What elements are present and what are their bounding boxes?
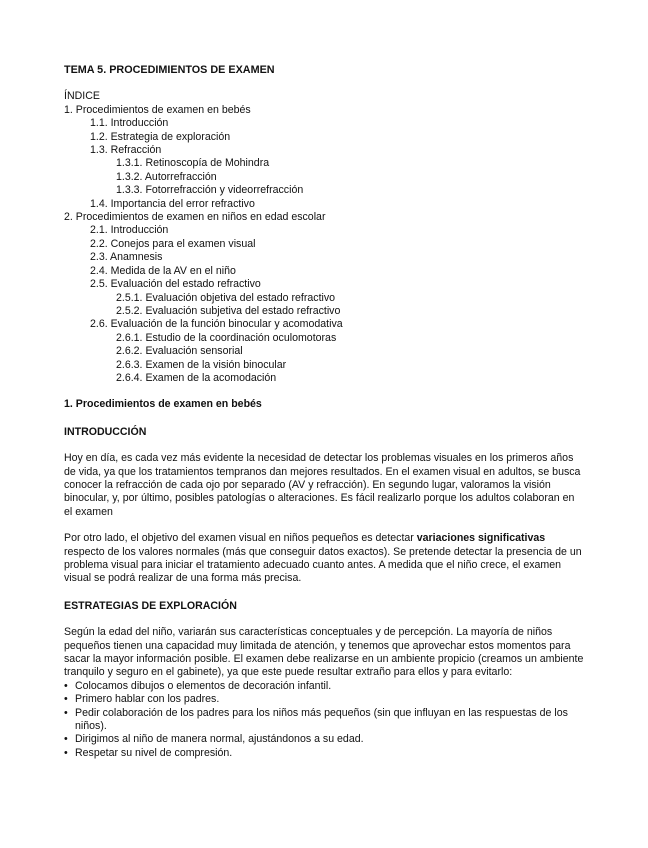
intro-paragraph-2-text-end: respecto de los valores normales (más que conseguir datos exactos). Se pretende detectar la presencia de un problema visual para iniciar el tratamiento adecuado cuanto antes. A medida que el niño crece, el examen visual se podrá realizar de una forma más precisa. xyxy=(64,545,582,585)
toc-item: 2.3. Anamnesis xyxy=(90,251,163,264)
toc-item: 2.5.2. Evaluación subjetiva del estado refractivo xyxy=(116,304,341,317)
toc-item: 2.2. Conejos para el examen visual xyxy=(90,237,256,250)
bullet-item: • Respetar su nivel de compresión. xyxy=(64,747,584,760)
toc-item: 1.3. Refracción xyxy=(90,144,162,157)
intro-heading: INTRODUCCIÓN xyxy=(64,425,147,438)
bullet-item: • Pedir colaboración de los padres para los niños más pequeños (sin que influyan en las respuestas de los niños). xyxy=(64,707,584,734)
strategies-heading: ESTRATEGIAS DE EXPLORACIÓN xyxy=(64,599,237,612)
intro-paragraph-2 xyxy=(64,532,584,586)
table-of-contents xyxy=(64,104,584,386)
toc-item: 1.2. Estrategia de exploración xyxy=(90,130,231,143)
bullet-item: • Primero hablar con los padres. xyxy=(64,693,584,706)
intro-paragraph-2-emphasis: variaciones significativas xyxy=(416,532,546,545)
toc-item: 1.3.1. Retinoscopía de Mohindra xyxy=(116,157,270,170)
toc-item: 2.6.1. Estudio de la coordinación oculomotoras xyxy=(116,331,337,344)
toc-item: 1.3.3. Fotorrefracción y videorrefracción xyxy=(116,184,304,197)
toc-item: 2.5.1. Evaluación objetiva del estado refractivo xyxy=(116,291,336,304)
toc-item: 1. Procedimientos de examen en bebés xyxy=(64,103,251,116)
strategies-paragraph: Según la edad del niño, variarán sus características conceptuales y de percepción. La mayoría de niños pequeños tienen una capacidad muy limitada de atención, y tenemos que aprovechar estos momentos para sacar la mayor información posible. El examen debe realizarse en un ambiente propicio (creamos un ambiente tranquilo y seguro en el gabinete), ya que este puede resultar extraño para ellos y para evitarlo: xyxy=(64,626,584,679)
toc-item: 2.6.3. Examen de la visión binocular xyxy=(116,358,287,371)
intro-paragraph-2-text: Por otro lado, el objetivo del examen visual en niños pequeños es detectar xyxy=(64,532,417,545)
bullet-item: • Colocamos dibujos o elementos de decoración infantil. xyxy=(64,680,584,693)
toc-item: 2.4. Medida de la AV en el niño xyxy=(90,264,236,277)
strategies-bullet-list xyxy=(64,680,584,760)
toc-item: 1.3.2. Autorrefracción xyxy=(116,170,217,183)
bullet-item: • Dirigimos al niño de manera normal, ajustándonos a su edad. xyxy=(64,733,584,746)
toc-item: 2.1. Introducción xyxy=(90,224,169,237)
toc-item: 1.1. Introducción xyxy=(90,117,169,130)
toc-item: 2. Procedimientos de examen en niños en edad escolar xyxy=(64,211,326,224)
index-label: ÍNDICE xyxy=(64,90,100,103)
toc-item: 2.5. Evaluación del estado refractivo xyxy=(90,278,261,291)
intro-paragraph-1: Hoy en día, es cada vez más evidente la necesidad de detectar los problemas visuales en los primeros años de vida, ya que los tratamientos tempranos dan mejores resultados. En el examen visual en adultos, se busca conocer la refracción de cada ojo por separado (AV y refracción). En segundo lugar, valoramos la visión binocular, y, por último, posibles patologías o alteraciones. Es fácil realizarlo porque los adultos colaboran en el examen xyxy=(64,452,581,518)
toc-item: 2.6.4. Examen de la acomodación xyxy=(116,371,277,384)
document-title: TEMA 5. PROCEDIMIENTOS DE EXAMEN xyxy=(64,64,275,76)
toc-item: 2.6. Evaluación de la función binocular y acomodativa xyxy=(90,318,343,331)
section-heading: 1. Procedimientos de examen en bebés xyxy=(64,398,262,411)
toc-item: 2.6.2. Evaluación sensorial xyxy=(116,345,243,358)
document-page xyxy=(64,64,584,760)
toc-item: 1.4. Importancia del error refractivo xyxy=(90,197,255,210)
